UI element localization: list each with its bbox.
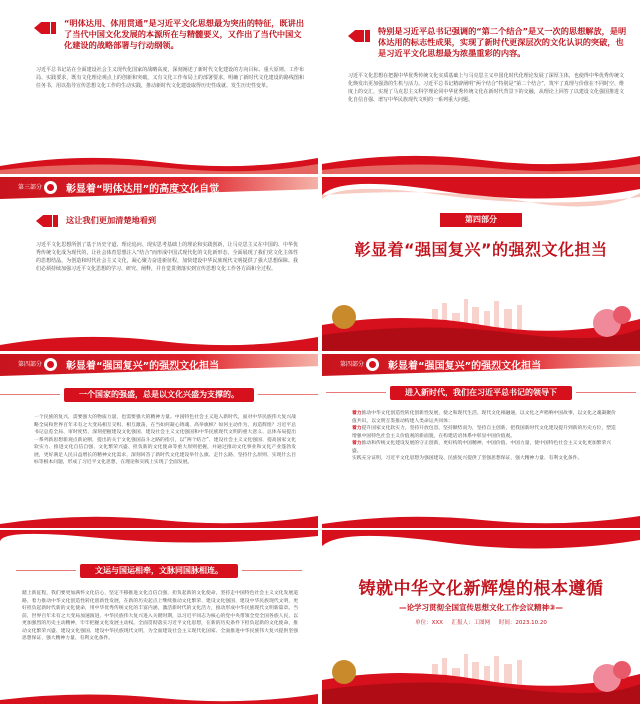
red-wave-decoration: [322, 502, 640, 528]
slide-1-body: 习近平总书记站在全面建设社会主义现代化国家的战略高度，深刻阐述了新时代文化建设的方向目标、重大原则、工作布局、实践要求，既有文化理论观点上的创新和突破，又有文化工作布局上的部署要求，明确了新时代文化建设的路线图和任务书，用以指导宣传思想文化工作的生动实践，推动新时代文化建设取得历史性成就、发生历史性变革。: [36, 67, 304, 89]
slide-3-body: 习近平文化思想所创了基于历史守道、理论追问、现实思考基础上的理论和实践创新，让马克思主义在中国的、中华优秀传统文化成为现代的，让社会体育思想注入“结合”而形成中国式现代化的文化新形态，全面展现了我们党文化主体性的思想结晶，为创造和时代社会主义文化，凝心聚力奋进新征程，加快建设中华民族现代文明提供了强大思想保障。我们必须持续加强习近平文化思想的学习、研究、阐释，并自觉贯彻落实到宣传思想文化工作各方面和全过程。: [36, 242, 298, 272]
red-wave-decoration: [322, 148, 640, 174]
top-red-wave: [0, 530, 318, 552]
slide-8[interactable]: [322, 530, 640, 704]
pen-icon: [348, 30, 370, 42]
slide-header: [0, 177, 318, 199]
slide-2-lead: 特别是习近平总书记强调的“第二个结合”是又一次的思想解放，是明体达用的标志性成果，实现了新时代更深层次的文化认识的突破，也是习近平文化思想最为浓墨重彩的内容。: [378, 26, 627, 58]
red-wave-decoration: [0, 678, 318, 704]
section-number: 第四部分: [18, 361, 43, 368]
red-wave-decoration: [0, 502, 318, 528]
list-item: 实践充分证明，习近平文化思想为强国建设、民族复兴提供了坚强思想保证、强大精神力量、有利文化条件。: [352, 456, 583, 461]
city-skyline-decoration: [322, 634, 640, 704]
red-wave-decoration: [0, 148, 318, 174]
pen-icon: [34, 22, 56, 34]
list-item: 着力推动中华文化创造性转化创新性发展，使之和现代生活、现代文化相融通，以文化之声唱响中国故事，以文化之魂凝聚价值共识，以文明互鉴推动构建人类命运共同体；: [352, 411, 616, 424]
slide-3[interactable]: [0, 177, 318, 351]
pen-icon: [36, 215, 58, 227]
section-title: 彰显着“强国复兴”的强烈文化担当: [66, 361, 220, 372]
trumpet-decoration: [332, 305, 356, 329]
section-number: 第四部分: [340, 361, 365, 368]
list-item: 着力推动和传统文化建设发展的守正创新，更好构筑中国精神、中国价值、中国力量，使中国特色社会主义文化更加繁荣兴盛。: [352, 441, 612, 454]
circle-icon: [44, 358, 57, 371]
top-red-wave: [322, 177, 640, 217]
part-label: 第四部分: [440, 213, 522, 227]
slide-1-lead: “明体达用、体用贯通”是习近平文化思想最为突出的特征，既讲出了当代中国文化发展的本源所在与精髓要义，又作出了当代中国文化建设的战略部署与行动纲领。: [64, 18, 305, 50]
list-item: 着力提升国家文化软实力，坚持开放包容，坚持顺势而为，坚持自主创新，把我国新时代文化建设提升到新的历史方位，塑造增强中国特色社会主义价值观的新面貌，在构建话语体系中彰显中国价值观。: [352, 426, 616, 439]
slide-4[interactable]: [322, 177, 640, 351]
section-title: 彰显着“明体达用”的高度文化自觉: [66, 184, 220, 195]
section-title: 彰显着“强国复兴”的强烈文化担当: [388, 361, 542, 372]
slide-7-pill: 文运与国运相牵，文脉同国脉相连。: [80, 564, 238, 578]
slide-7-body: 踏上新征程，我们要更加满怀文化信心，坚定不移推进文化自信自强，担负起新的文化使命，坚持走中国特色社会主义文化发展道路，着力推动中华文化创造性转化创新性发展，在新的历史起点上继续推动文化繁荣、建设文化强国、建设中华民族现代文明，更好担负起新时代新的文化使命，用中华优秀传统文化的丰富内涵，激活新时代的文化活力，推动形成中华民族现代文明新篇章。当前，世界百年未有之大变局加速演进，中华民族伟大复兴进入关键时期，以习近平同志为核心的党中央带领全党全国各族人民，以更加强烈的历史主动精神，牢牢把握文化发展主动权。全面贯彻落实习近平文化思想，在新的历史条件下担负起新的文化使命，推动文化繁荣兴盛、建设文化强国、建设中华民族现代文明，为全面建设社会主义现代化国家、全面推进中华民族伟大复兴提供坚强思想保证、强大精神力量、有利文化条件。: [22, 591, 298, 641]
slide-2-body: 习近平文化思想在把握中华优秀传统文化实质基础上与马克思主义中国化时代化理论发展了深厚主体，也使得中华优秀传统文化焕发出更加强劲的生机与活力。习近平总书记精辟阐明“两个结合”特别是“第二个结合”，筑牢了真理与价值在不同时空、维度上的交汇，实现了马克思主义科学理论同中华优秀传统文化在新时代背景下的交融，从理论上回答了以建设文化强国推进文化自信自强、谱写中华民族现代文明的一系列重大问题。: [348, 73, 624, 103]
cover-title: 铸就中华文化新辉煌的根本遵循: [358, 579, 604, 599]
slide-1[interactable]: [0, 0, 318, 174]
slide-6-list: [352, 410, 620, 463]
circle-icon: [366, 358, 379, 371]
unit-label: 单位：XXX: [415, 620, 443, 626]
slide-6[interactable]: [322, 354, 640, 528]
city-skyline-decoration: [322, 281, 640, 351]
top-red-wave: [322, 530, 640, 560]
slide-5-body: 一个民族的复兴，需要强大的物质力量，也需要强大的精神力量。中国特色社会主义进入新时代，面对中华民族伟大复兴战略全局和世界百年未有之大变局相互交织、相互激荡，在当如何凝心铸魂、高举旗帜？如何主动作为、再造辉煌？习近平总书记总览全局、审时度势，深刻把握建设文化强国、建设社会主义文化强国和中华民族现代文明的重大意义、总体布局提出一系列新思想新观点新论断，提出的关于文化强国奋斗之路的指引，以“两个结合”、建设社会主义文化强国、提高国家文化软实力、推进文化自信自强、文化繁荣兴盛、担负新的文化使命等重大原则把握，并通过推动文化事业和文化产业蓬勃发展，更好满足人民日益增长的精神文化需求，深刻回答了新时代文化建设举什么旗、走什么路、坚持什么原则、实现什么目标等根本问题，形成了习近平文化思想，在理论和实践上实现了全面发展。: [34, 415, 296, 465]
slide-3-lead: 这让我们更加清楚地看到: [66, 215, 157, 225]
slide-5-pill: 一个国家的强盛，总是以文化兴盛为支撑的。: [64, 388, 254, 402]
slide-header: [0, 354, 318, 376]
speaker-label: 汇报人：工图网: [451, 620, 491, 626]
time-label: 时间：2023.10.20: [498, 620, 547, 626]
cover-subtitle: —论学习贯彻全国宣传思想文化工作会议精神③—: [399, 603, 563, 612]
slide-header: [322, 354, 640, 376]
cover-info: [322, 618, 640, 626]
circle-icon: [44, 181, 57, 194]
slide-4-title: 彰显着“强国复兴”的强烈文化担当: [354, 240, 608, 259]
slide-5[interactable]: [0, 354, 318, 528]
red-wave-decoration: [0, 325, 318, 351]
slide-6-pill: 进入新时代，我们在习近平总书记的领导下: [390, 386, 572, 400]
slide-7[interactable]: [0, 530, 318, 704]
slide-2[interactable]: [322, 0, 640, 174]
section-number: 第三部分: [18, 184, 43, 191]
